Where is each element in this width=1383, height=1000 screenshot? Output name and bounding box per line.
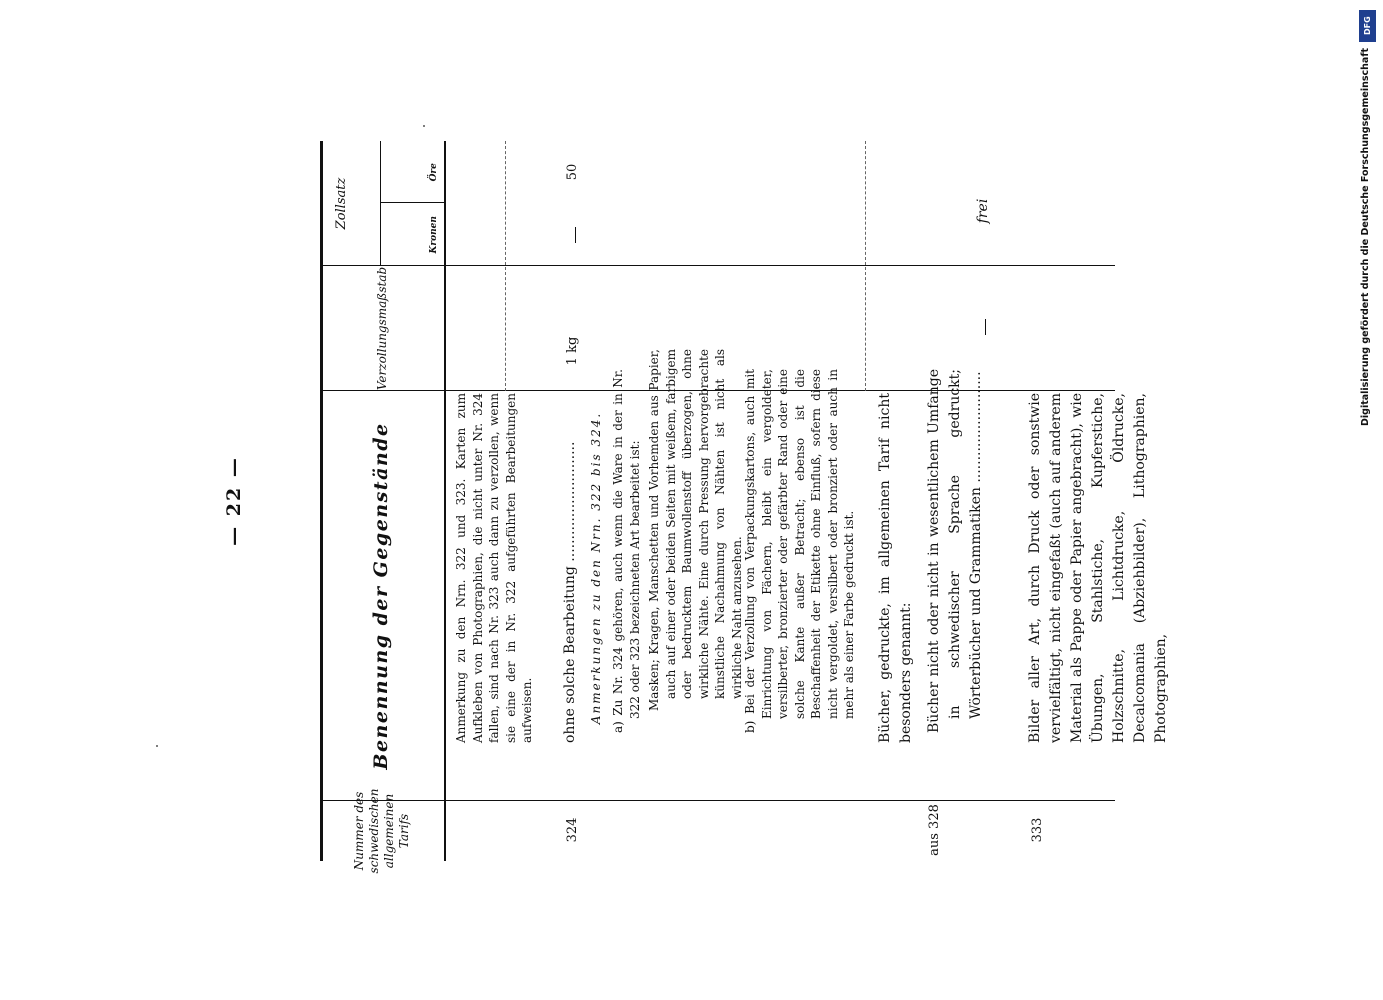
dfg-stamp <box>1357 10 1379 426</box>
description-333: Bilder aller Art, durch Druck oder sonstwie vervielfältigt, nicht eingefaßt (auch auf anderem Material als Pappe oder Papier angebracht), wie Übungen, Stahlstiche, Kupferstiche, Holzschnitte, Lichtdrucke, Öldrucke, Decalcomania (Abziehbilder), Lithographien, Photographien, <box>1027 393 1169 743</box>
dfg-logo: DFG <box>1359 10 1376 42</box>
header-description-column: Benennung der Gegenstände <box>370 422 393 770</box>
header-number-column: Nummer des schwedischen allgemeinen Tarifs <box>352 788 411 874</box>
header-duty-column <box>320 141 444 266</box>
remark-a: a) Zu Nr. 324 gehören, auch wenn die Ware in der in Nr. 322 oder 323 bezeichneten Art bearbeitet ist: <box>611 369 642 733</box>
tariff-number-333: 333 <box>1030 817 1045 843</box>
unit-324: 1 kg <box>565 336 580 366</box>
heading-books: Bücher, gedruckte, im allgemeinen Tarif nicht besonders genannt: <box>877 393 914 743</box>
unit-dash-328 <box>985 319 986 335</box>
dfg-credit-text: Digitalisierung gefördert durch die Deutsche Forschungsgemeinschaft <box>1360 48 1371 426</box>
page-number: — 22 — <box>223 456 245 546</box>
ore-324: 50 <box>565 163 580 181</box>
tariff-number-324: 324 <box>565 817 580 843</box>
description-328: Bücher nicht oder nicht in wesentlichem Umfange in schwedischer Sprache gedruckt; Wörterbücher und Grammatiken ......................... <box>926 369 984 733</box>
leader-line <box>505 141 506 391</box>
header-duty-title: Zollsatz <box>334 177 349 230</box>
scan-speck <box>423 125 425 127</box>
leader-line <box>865 141 866 391</box>
kronen-dash-324 <box>575 227 576 243</box>
description-324: ohne solche Bearbeitung ........................... <box>562 441 578 743</box>
remark-a-items: Masken; Kragen, Manschetten und Vorhemden aus Papier, auch auf einer oder beiden Seiten mit weißem, farbigem oder bedrucktem Baumwollenstoff überzogen, ohne wirkliche Nähte. Eine durch Pressung hervorgebrachte künstliche Nachahmung von Nähten ist nicht als wirkliche Naht anzusehen. <box>647 349 744 711</box>
table-header-rule <box>444 141 446 861</box>
header-unit-column: Verzollungsmaßstab <box>374 266 389 391</box>
duty-free-328: frei <box>975 198 991 224</box>
header-kronen: Kronen <box>428 216 439 254</box>
remark-heading-322-324: Anmerkungen zu den Nrn. 322 bis 324. <box>589 411 603 725</box>
tariff-table <box>320 141 1169 874</box>
rotated-page <box>215 101 1169 901</box>
remark-b: b) Bei der Verzollung von Verpackungskartons, auch mit Einrichtung von Fächern, bleibt ein vergoldeter, versilberter, bronzierter oder gefärbter Rand oder eine solche Kante außer Betracht; ebenso ist die Beschaffenheit der Etikette ohne Einfluß, sofern diese nicht vergoldet, versilbert oder bronziert oder auch in mehr als einer Farbe gedruckt ist. <box>743 369 857 733</box>
remark-322-323: Anmerkung zu den Nrn. 322 und 323. Karten zum Aufkleben von Photographien, die nicht unter Nr. 324 fallen, sind nach Nr. 323 auch dann zu verzollen, wenn sie eine der in Nr. 322 aufgeführten Bearbeitungen aufweisen. <box>454 393 535 743</box>
header-duty-subrule <box>380 141 381 266</box>
header-ore: Öre <box>428 163 439 182</box>
tariff-number-328: aus 328 <box>927 804 942 856</box>
scan-speck <box>156 745 158 747</box>
